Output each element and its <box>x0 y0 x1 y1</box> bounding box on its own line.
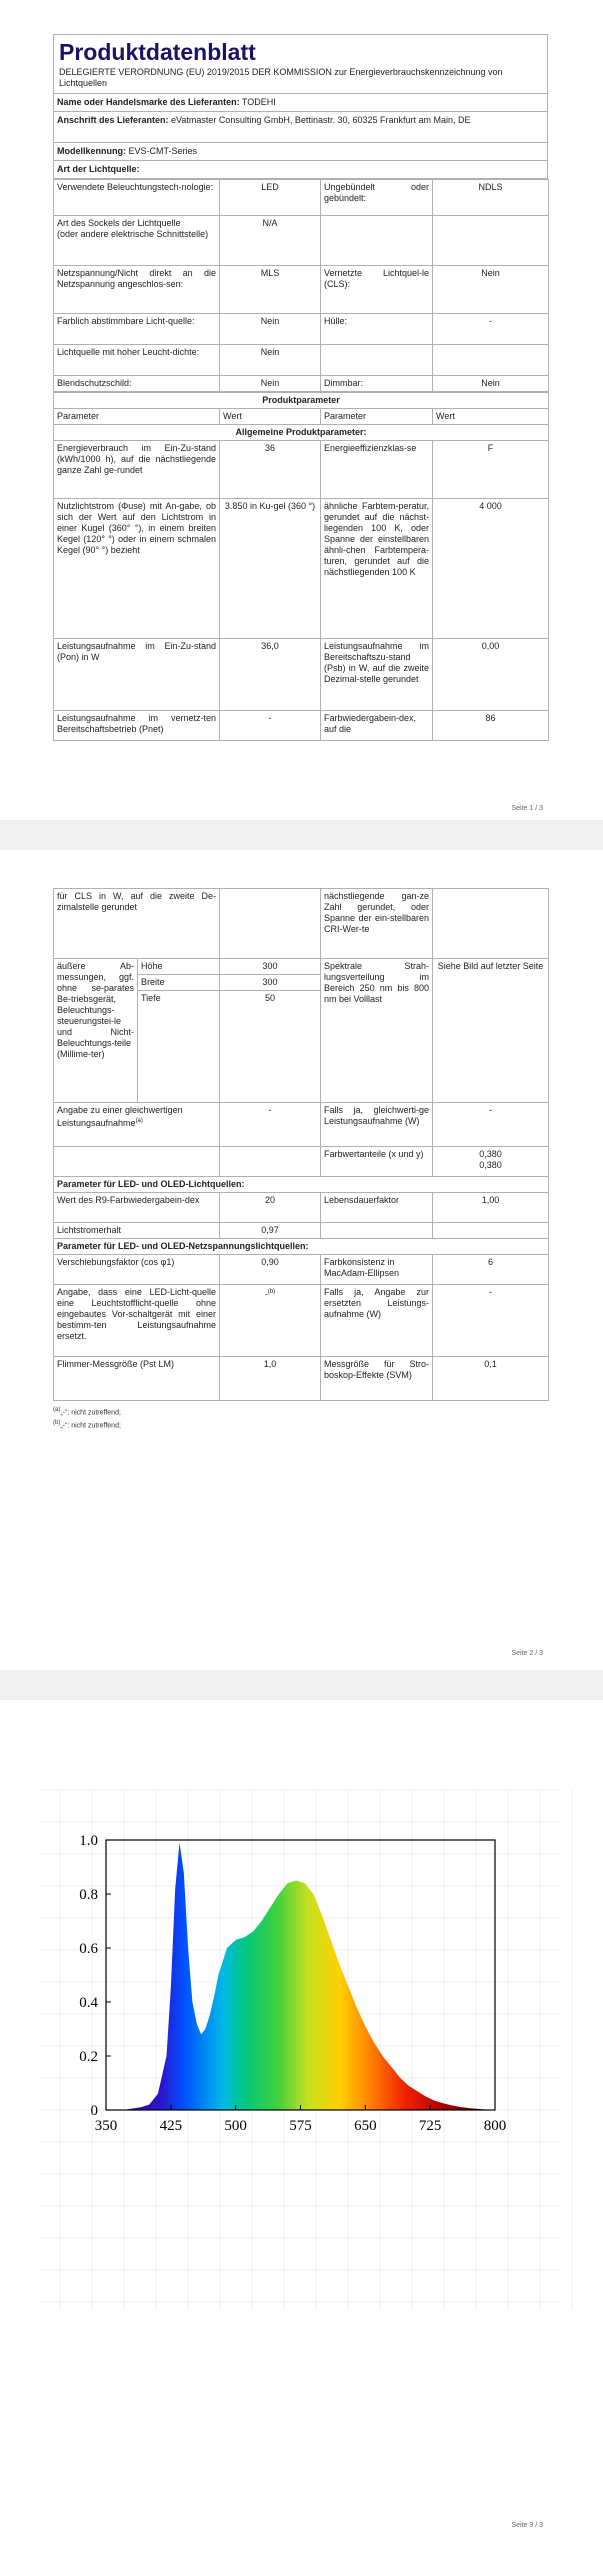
empty-cell <box>321 1223 433 1239</box>
replaced-power-label: Falls ja, Angabe zur ersetzten Leistungs-aufnahme (W) <box>321 1285 433 1357</box>
tunable-label: Farblich abstimmbare Licht-quelle: <box>54 314 220 345</box>
spectrum-chart <box>0 1770 603 2330</box>
width-label: Breite <box>138 975 220 991</box>
y-tick-label: 0.2 <box>79 2049 98 2065</box>
chromaticity-x: 0,380 <box>479 1149 502 1159</box>
table-row <box>54 889 549 959</box>
table-row <box>54 441 549 499</box>
page-3 <box>0 1700 603 2560</box>
spectrum-label: Spektrale Strah-lungsverteilung im Bereich 250 nm bis 800 nm bei Volllast <box>321 959 433 1103</box>
depth-value: 50 <box>220 991 321 1103</box>
datasheet-content <box>53 34 548 741</box>
on-mode-power-value: 36,0 <box>220 639 321 711</box>
supplier-address-row <box>54 112 547 143</box>
energy-consumption-value: 36 <box>220 441 321 499</box>
chromaticity-label: Farbwertanteile (x und y) <box>321 1147 433 1177</box>
networked-standby-value: - <box>220 711 321 741</box>
column-header: Wert <box>220 409 321 425</box>
page-number: Seite 3 / 3 <box>511 2522 543 2529</box>
regulation-text: DELEGIERTE VERORDNUNG (EU) 2019/2015 DER KOMMISSION zur Energieverbrauchskennzeichnung von Lichtquellen <box>59 67 503 88</box>
useful-flux-value: 3.850 in Ku-gel (360 °) <box>220 499 321 639</box>
table-row <box>54 1239 549 1255</box>
on-mode-power-label: Leistungsaufnahme im Ein-Zu-stand (Pon) in W <box>54 639 220 711</box>
x-tick-label: 425 <box>159 2118 183 2134</box>
equivalent-power-watt-value: - <box>433 1103 549 1147</box>
light-source-table <box>53 179 549 392</box>
product-parameter-heading: Produktparameter <box>54 393 549 409</box>
dimmable-label: Dimmbar: <box>321 376 433 392</box>
cri-label-continued: nächstliegende gan-ze Zahl gerundet, oder Spanne der ein-stellbaren CRI-Wer-te <box>321 889 433 959</box>
y-tick-label: 0.4 <box>79 1995 98 2011</box>
empty-cell <box>433 345 549 376</box>
doc-title: Produktdatenblatt <box>59 39 256 65</box>
table-row <box>54 1193 549 1223</box>
footnotes <box>53 1405 548 1432</box>
table-row <box>54 1285 549 1357</box>
replacement-label: Angabe, dass eine LED-Licht-quelle eine Leuchtstofflicht-quelle ohne eingebautes Vor-schaltgerät mit einer bestimm-ten Leistungsaufnahme ersetzt. <box>54 1285 220 1357</box>
x-tick-label: 725 <box>418 2118 442 2134</box>
empty-cell <box>54 1147 220 1177</box>
cap-type-label <box>54 216 220 266</box>
directional-label: Ungebündelt oder gebündelt: <box>321 180 433 216</box>
standby-power-label: Leistungsaufnahme im Bereitschaftszu-stand (Psb) in W, auf die zweite Dezimal-stelle gerundet <box>321 639 433 711</box>
table-row <box>54 345 549 376</box>
envelope-value: - <box>433 314 549 345</box>
spectrum-area <box>123 1843 495 2110</box>
high-luminance-value: Nein <box>220 345 321 376</box>
glare-shield-value: Nein <box>220 376 321 392</box>
general-parameters-heading: Allgemeine Produktparameter: <box>54 425 549 441</box>
table-row <box>54 1223 549 1239</box>
x-tick-label: 650 <box>354 2118 377 2134</box>
cri-value: 86 <box>433 711 549 741</box>
header-box <box>53 34 548 179</box>
dimmable-value: Nein <box>433 376 549 392</box>
networked-standby-label-continued: für CLS in W, auf die zweite De-zimalstelle gerundet <box>54 889 220 959</box>
equivalent-power-watt-label: Falls ja, gleichwerti-ge Leistungsaufnahme (W) <box>321 1103 433 1147</box>
width-value: 300 <box>220 975 321 991</box>
model-value: EVS-CMT-Series <box>128 146 198 156</box>
column-header: Wert <box>433 409 549 425</box>
y-tick-label: 0 <box>90 2103 98 2119</box>
table-row <box>54 376 549 392</box>
table-row <box>54 1103 549 1147</box>
supplier-address-value: eVatmaster Consulting GmbH, Bettinastr. 30, 60325 Frankfurt am Main, DE <box>171 115 471 125</box>
empty-cell <box>321 216 433 266</box>
table-row <box>54 266 549 314</box>
x-tick-label: 575 <box>289 2118 312 2134</box>
y-tick-label: 1.0 <box>79 1833 98 1849</box>
color-temperature-value: 4 000 <box>433 499 549 639</box>
height-value: 300 <box>220 959 321 975</box>
dimensions-label: äußere Ab-messungen, ggf. ohne se-parates Be-triebsgerät, Beleuchtungs-steuerungstei-le und Nicht-Beleuchtungs-teile (Millime-ter) <box>54 959 138 1103</box>
lumen-maintenance-value: 0,97 <box>220 1223 321 1239</box>
continued-parameter-table <box>53 888 549 1401</box>
stroboscopic-value: 0,1 <box>433 1357 549 1401</box>
mains-value: MLS <box>220 266 321 314</box>
colour-consistency-label: Farbkonsistenz in MacAdam-Ellipsen <box>321 1255 433 1285</box>
replacement-value <box>220 1285 321 1357</box>
efficiency-class-value: F <box>433 441 549 499</box>
empty-cell <box>433 889 549 959</box>
page-2 <box>0 850 603 1670</box>
table-row <box>54 711 549 741</box>
table-row <box>54 425 549 441</box>
datasheet-content-continued <box>53 888 548 1432</box>
supplier-name-row <box>54 94 547 112</box>
lighting-technology-value: LED <box>220 180 321 216</box>
directional-value: NDLS <box>433 180 549 216</box>
footnote-b-text: „-“: nicht zutreffend; <box>60 1422 121 1430</box>
footnote-a <box>53 1405 548 1418</box>
supplier-name-label: Name oder Handelsmarke des Lieferanten: <box>57 97 240 107</box>
empty-cell <box>433 1223 549 1239</box>
survival-factor-label: Lebensdauerfaktor <box>321 1193 433 1223</box>
mains-led-parameters-heading: Parameter für LED- und OLED-Netzspannungslichtquellen: <box>54 1239 549 1255</box>
footnote-a-text: „-“: nicht zutreffend; <box>60 1409 121 1417</box>
chromaticity-y: 0,380 <box>479 1160 502 1170</box>
empty-cell <box>220 1147 321 1177</box>
empty-cell <box>321 345 433 376</box>
column-header: Parameter <box>54 409 220 425</box>
x-tick-label: 800 <box>483 2118 507 2134</box>
lumen-maintenance-label: Lichtstromerhalt <box>54 1223 220 1239</box>
table-row <box>54 1357 549 1401</box>
table-row <box>54 639 549 711</box>
table-header-row <box>54 409 549 425</box>
power-factor-label: Verschiebungsfaktor (cos φ1) <box>54 1255 220 1285</box>
empty-cell <box>220 889 321 959</box>
footnote-b-mark: (b) <box>53 1420 61 1427</box>
empty-cell <box>433 216 549 266</box>
equivalent-power-value: - <box>220 1103 321 1147</box>
footnote-mark-b: (b) <box>267 1289 276 1295</box>
standby-power-value: 0,00 <box>433 639 549 711</box>
tunable-value: Nein <box>220 314 321 345</box>
replaced-power-value: - <box>433 1285 549 1357</box>
connected-label: Vernetzte Lichtquel-le (CLS): <box>321 266 433 314</box>
useful-flux-label: Nutzlichtstrom (Φuse) mit An-gabe, ob sich der Wert auf den Lichtstrom in einer Kugel (360° °), in einem breiten Kegel (120° °) oder in einem schmalen Kegel (90° °) bezieht <box>54 499 220 639</box>
product-parameter-table <box>53 392 549 741</box>
x-tick-label: 350 <box>94 2118 118 2134</box>
mains-label: Netzspannung/Nicht direkt an die Netzspannung angeschlos-sen: <box>54 266 220 314</box>
model-row <box>54 143 547 161</box>
supplier-name-value: TODEHI <box>241 97 276 107</box>
high-luminance-label: Lichtquelle mit hoher Leucht-dichte: <box>54 345 220 376</box>
footnote-b <box>53 1418 548 1431</box>
energy-consumption-label: Energieverbrauch im Ein-Zu-stand (kWh/1000 h), auf die nächstliegende ganze Zahl ge-rundet <box>54 441 220 499</box>
lighting-technology-label: Verwendete Beleuchtungstech-nologie: <box>54 180 220 216</box>
table-row <box>54 959 549 975</box>
flicker-value: 1,0 <box>220 1357 321 1401</box>
color-temperature-label: ähnliche Farbtem-peratur, gerundet auf die nächst-liegenden 100 K, oder Spanne der einstellbaren ähnli-chen Farbtempera-turen, gerundet auf die nächstliegenden 100 K <box>321 499 433 639</box>
stroboscopic-label: Messgröße für Stro-boskop-Effekte (SVM) <box>321 1357 433 1401</box>
table-row <box>54 393 549 409</box>
cap-type-label-line1: Art des Sockels der Lichtquelle <box>57 218 181 228</box>
led-parameters-heading: Parameter für LED- und OLED-Lichtquellen: <box>54 1177 549 1193</box>
supplier-address-label: Anschrift des Lieferanten: <box>57 115 169 125</box>
table-row <box>54 180 549 216</box>
r9-value: 20 <box>220 1193 321 1223</box>
spectrum-value: Siehe Bild auf letzter Seite <box>433 959 549 1103</box>
y-tick-label: 0.8 <box>79 1887 98 1903</box>
cri-label: Farbwiedergabein-dex, auf die <box>321 711 433 741</box>
depth-label: Tiefe <box>138 991 220 1103</box>
title-cell <box>54 35 547 94</box>
page-1 <box>0 0 603 820</box>
glare-shield-label: Blendschutzschild: <box>54 376 220 392</box>
y-tick-label: 0.6 <box>79 1941 98 1957</box>
r9-label: Wert des R9-Farbwiedergabein-dex <box>54 1193 220 1223</box>
table-row <box>54 314 549 345</box>
table-row <box>54 216 549 266</box>
chromaticity-value <box>433 1147 549 1177</box>
column-header: Parameter <box>321 409 433 425</box>
cap-type-label-line2: (oder andere elektrische Schnittstelle) <box>57 229 209 239</box>
envelope-label: Hülle: <box>321 314 433 345</box>
networked-standby-label: Leistungsaufnahme im vernetz-ten Bereitschaftsbetrieb (Pnet) <box>54 711 220 741</box>
table-row <box>54 499 549 639</box>
light-source-type-label: Art der Lichtquelle: <box>54 161 547 179</box>
x-tick-label: 500 <box>224 2118 247 2134</box>
equivalent-power-label <box>54 1103 220 1147</box>
survival-factor-value: 1,00 <box>433 1193 549 1223</box>
colour-consistency-value: 6 <box>433 1255 549 1285</box>
power-factor-value: 0,90 <box>220 1255 321 1285</box>
efficiency-class-label: Energieeffizienzklas-se <box>321 441 433 499</box>
page-number: Seite 1 / 3 <box>511 805 543 812</box>
page-number: Seite 2 / 3 <box>511 1650 543 1657</box>
model-label: Modellkennung: <box>57 146 126 156</box>
connected-value: Nein <box>433 266 549 314</box>
cap-type-value: N/A <box>220 216 321 266</box>
replacement-dash: - <box>264 1289 268 1299</box>
flicker-label: Flimmer-Messgröße (Pst LM) <box>54 1357 220 1401</box>
footnote-a-mark: (a) <box>53 1407 61 1413</box>
equivalent-power-text: Angabe zu einer gleichwertigen Leistungsaufnahme <box>57 1105 183 1128</box>
table-row <box>54 1177 549 1193</box>
footnote-mark-a: (a) <box>135 1118 143 1124</box>
height-label: Höhe <box>138 959 220 975</box>
table-row <box>54 1255 549 1285</box>
table-row <box>54 1147 549 1177</box>
